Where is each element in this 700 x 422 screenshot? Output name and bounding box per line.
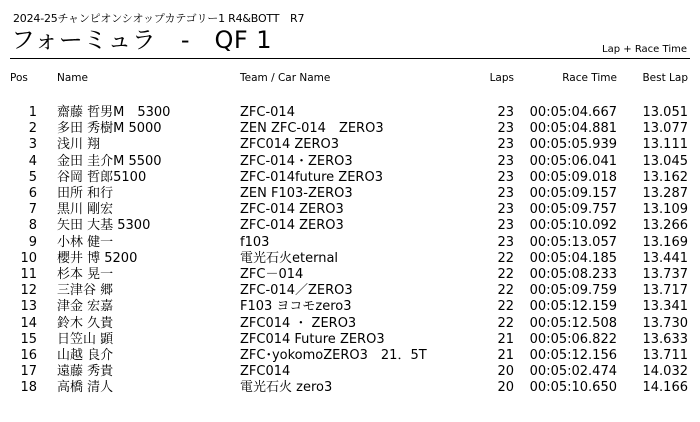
- row-laps: 20: [497, 364, 514, 380]
- table-row: [0, 136, 700, 153]
- row-team-car: ZFC-014 ZERO3: [240, 202, 344, 218]
- results-table-header: [0, 70, 700, 87]
- table-row: [0, 104, 700, 121]
- row-laps: 23: [497, 186, 514, 201]
- row-driver-name: 金田 圭介M 5500: [57, 153, 162, 169]
- row-best-lap: 13.341: [642, 299, 688, 315]
- row-pos: 17: [20, 364, 37, 380]
- header-divider: [10, 58, 690, 59]
- row-team-car: f103: [240, 234, 270, 250]
- table-row: [0, 347, 700, 364]
- row-laps: 23: [497, 202, 514, 218]
- page-title: フォーミュラ - QF 1: [11, 26, 273, 54]
- row-pos: 13: [20, 299, 37, 315]
- row-pos: 11: [20, 267, 37, 282]
- row-team-car: ZEN ZFC-014 ZERO3: [240, 121, 384, 137]
- row-pos: 8: [28, 218, 37, 234]
- row-laps: 22: [497, 299, 514, 315]
- row-pos: 12: [20, 283, 37, 299]
- event-subtitle: 2024-25チャンピオンシオップカテゴリー1 R4&BOTT R7: [13, 12, 305, 25]
- row-race-time: 00:05:09.157: [529, 186, 617, 201]
- row-best-lap: 13.266: [642, 218, 688, 234]
- row-team-car: 電光石火eternal: [240, 250, 339, 266]
- column-header-race-time: Race Time: [562, 72, 617, 84]
- row-pos: 4: [28, 153, 37, 169]
- row-laps: 23: [497, 218, 514, 234]
- row-driver-name: 黒川 剛宏: [57, 202, 114, 218]
- table-row: [0, 331, 700, 348]
- row-race-time: 00:05:12.159: [529, 299, 617, 315]
- row-laps: 20: [497, 380, 514, 396]
- row-race-time: 00:05:09.757: [529, 202, 617, 218]
- row-race-time: 00:05:10.650: [529, 380, 617, 396]
- row-laps: 22: [497, 283, 514, 299]
- table-row: [0, 379, 700, 396]
- row-driver-name: 齋藤 哲男M 5300: [57, 105, 171, 120]
- row-team-car: ZFC-014 ZERO3: [240, 218, 344, 234]
- row-driver-name: 鈴木 久貴: [57, 315, 114, 331]
- row-pos: 16: [20, 348, 37, 363]
- column-header-laps: Laps: [489, 72, 514, 84]
- table-row: [0, 250, 700, 267]
- row-pos: 7: [28, 202, 37, 218]
- row-team-car: ZEN F103-ZERO3: [240, 186, 353, 201]
- row-pos: 6: [28, 186, 37, 201]
- row-driver-name: 小林 健一: [57, 234, 114, 250]
- row-best-lap: 13.111: [642, 137, 688, 153]
- row-best-lap: 14.032: [642, 364, 688, 380]
- row-team-car: ZFC014 ZERO3: [240, 137, 340, 153]
- row-laps: 22: [497, 267, 514, 282]
- row-race-time: 00:05:09.018: [529, 169, 617, 185]
- row-driver-name: 山越 良介: [57, 348, 114, 363]
- table-row: [0, 169, 700, 186]
- row-pos: 10: [20, 250, 37, 266]
- row-pos: 2: [28, 121, 37, 137]
- row-best-lap: 13.441: [642, 250, 688, 266]
- row-race-time: 00:05:10.092: [529, 218, 617, 234]
- row-best-lap: 13.633: [642, 331, 688, 347]
- row-race-time: 00:05:13.057: [529, 234, 617, 250]
- row-laps: 21: [497, 331, 514, 347]
- table-row: [0, 201, 700, 218]
- row-best-lap: 13.717: [642, 283, 688, 299]
- row-team-car: ZFC-014・ZERO3: [240, 153, 353, 169]
- row-team-car: ZFC･yokomoZERO3 21．5T: [240, 348, 427, 363]
- row-race-time: 00:05:04.667: [529, 105, 617, 120]
- row-laps: 23: [497, 137, 514, 153]
- row-best-lap: 13.162: [642, 169, 688, 185]
- row-driver-name: 杉本 晃一: [57, 267, 114, 282]
- row-driver-name: 津金 宏嘉: [57, 299, 114, 315]
- report-type-label: Lap + Race Time: [602, 44, 687, 55]
- row-team-car: ZFC014 Future ZERO3: [240, 331, 385, 347]
- row-laps: 23: [497, 169, 514, 185]
- row-pos: 9: [28, 234, 37, 250]
- row-race-time: 00:05:05.939: [529, 137, 617, 153]
- row-best-lap: 13.051: [642, 105, 688, 120]
- row-driver-name: 日笠山 顕: [57, 331, 114, 347]
- row-team-car: ZFC014 ・ ZERO3: [240, 315, 357, 331]
- column-header-name: Name: [57, 72, 88, 84]
- table-row: [0, 153, 700, 170]
- table-row: [0, 282, 700, 299]
- row-driver-name: 谷岡 哲郎5100: [57, 169, 147, 185]
- row-team-car: ZFC-014／ZERO3: [240, 283, 353, 299]
- row-laps: 21: [497, 348, 514, 363]
- row-best-lap: 13.711: [642, 348, 688, 363]
- row-team-car: F103 ヨコモzero3: [240, 299, 352, 315]
- row-driver-name: 櫻井 博 5200: [57, 250, 138, 266]
- row-driver-name: 田所 和行: [57, 186, 114, 201]
- row-pos: 3: [28, 137, 37, 153]
- row-laps: 23: [497, 105, 514, 120]
- row-laps: 23: [497, 234, 514, 250]
- row-best-lap: 13.109: [642, 202, 688, 218]
- table-row: [0, 315, 700, 332]
- row-driver-name: 三津谷 郷: [57, 283, 114, 299]
- row-team-car: 電光石火 zero3: [240, 380, 333, 396]
- row-best-lap: 13.045: [642, 153, 688, 169]
- column-header-best-lap: Best Lap: [642, 72, 688, 84]
- row-driver-name: 高橋 清人: [57, 380, 114, 396]
- table-row: [0, 266, 700, 283]
- row-laps: 23: [497, 121, 514, 137]
- row-race-time: 00:05:02.474: [529, 364, 617, 380]
- row-driver-name: 遠藤 秀貴: [57, 364, 114, 380]
- row-race-time: 00:05:12.156: [529, 348, 617, 363]
- row-driver-name: 矢田 大基 5300: [57, 218, 151, 234]
- row-laps: 22: [497, 315, 514, 331]
- row-race-time: 00:05:04.881: [529, 121, 617, 137]
- row-race-time: 00:05:09.759: [529, 283, 617, 299]
- column-header-pos: Pos: [10, 72, 28, 84]
- row-team-car: ZFC-014future ZERO3: [240, 169, 383, 185]
- table-row: [0, 363, 700, 380]
- row-race-time: 00:05:04.185: [529, 250, 617, 266]
- row-laps: 22: [497, 250, 514, 266]
- row-pos: 14: [20, 315, 37, 331]
- row-best-lap: 14.166: [642, 380, 688, 396]
- table-row: [0, 217, 700, 234]
- row-team-car: ZFC014: [240, 364, 291, 380]
- row-pos: 15: [20, 331, 37, 347]
- row-best-lap: 13.169: [642, 234, 688, 250]
- table-row: [0, 234, 700, 251]
- row-pos: 18: [20, 380, 37, 396]
- row-best-lap: 13.077: [642, 121, 688, 137]
- row-best-lap: 13.737: [642, 267, 688, 282]
- row-team-car: ZFC-014: [240, 105, 295, 120]
- table-row: [0, 185, 700, 202]
- row-pos: 1: [28, 105, 37, 120]
- row-race-time: 00:05:06.822: [529, 331, 617, 347]
- row-laps: 23: [497, 153, 514, 169]
- row-race-time: 00:05:12.508: [529, 315, 617, 331]
- row-pos: 5: [28, 169, 37, 185]
- table-row: [0, 120, 700, 137]
- row-race-time: 00:05:08.233: [529, 267, 617, 282]
- row-driver-name: 多田 秀樹M 5000: [57, 121, 162, 137]
- row-team-car: ZFC－014: [240, 267, 304, 282]
- row-best-lap: 13.287: [642, 186, 688, 201]
- column-header-team: Team / Car Name: [240, 72, 331, 84]
- row-best-lap: 13.730: [642, 315, 688, 331]
- table-row: [0, 298, 700, 315]
- row-driver-name: 浅川 翔: [57, 137, 101, 153]
- row-race-time: 00:05:06.041: [529, 153, 617, 169]
